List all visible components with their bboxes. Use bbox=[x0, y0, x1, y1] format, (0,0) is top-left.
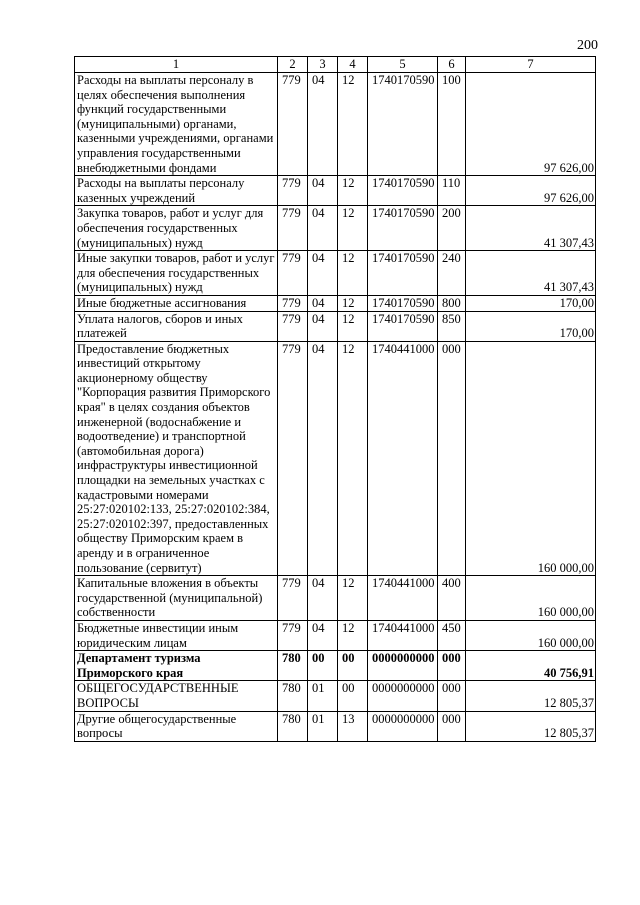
row-code-section: 04 bbox=[308, 206, 338, 251]
row-code-section: 04 bbox=[308, 251, 338, 296]
row-amount: 12 805,37 bbox=[466, 681, 596, 711]
row-amount: 12 805,37 bbox=[466, 711, 596, 741]
row-code-admin: 779 bbox=[278, 295, 308, 311]
row-code-admin: 779 bbox=[278, 341, 308, 576]
table-row bbox=[75, 176, 596, 206]
row-code-target: 0000000000 bbox=[368, 651, 438, 681]
row-code-admin: 780 bbox=[278, 711, 308, 741]
header-cell-7: 7 bbox=[466, 57, 596, 73]
row-code-expense-type: 110 bbox=[438, 176, 466, 206]
row-code-expense-type: 200 bbox=[438, 206, 466, 251]
header-cell-3: 3 bbox=[308, 57, 338, 73]
row-code-subsection: 13 bbox=[338, 711, 368, 741]
row-code-target: 1740170590 bbox=[368, 295, 438, 311]
row-code-target: 1740441000 bbox=[368, 341, 438, 576]
budget-table bbox=[74, 56, 596, 742]
header-cell-5: 5 bbox=[368, 57, 438, 73]
row-amount: 97 626,00 bbox=[466, 73, 596, 176]
header-cell-1: 1 bbox=[75, 57, 278, 73]
row-code-subsection: 12 bbox=[338, 341, 368, 576]
row-code-section: 04 bbox=[308, 620, 338, 650]
row-code-expense-type: 400 bbox=[438, 576, 466, 621]
row-code-admin: 779 bbox=[278, 311, 308, 341]
row-amount: 170,00 bbox=[466, 311, 596, 341]
row-code-subsection: 12 bbox=[338, 311, 368, 341]
row-code-admin: 779 bbox=[278, 576, 308, 621]
page-number: 200 bbox=[577, 38, 598, 53]
table-row bbox=[75, 295, 596, 311]
row-code-subsection: 12 bbox=[338, 576, 368, 621]
row-code-expense-type: 100 bbox=[438, 73, 466, 176]
row-name: Капитальные вложения в объекты государственной (муниципальной) собственности bbox=[75, 576, 278, 621]
row-code-expense-type: 240 bbox=[438, 251, 466, 296]
row-name: Уплата налогов, сборов и иных платежей bbox=[75, 311, 278, 341]
row-name: Предоставление бюджетных инвестиций открытому акционерному обществу "Корпорация развития Приморского края" в целях создания объектов инженерной (водоснабжение и водоотведение) и транспортной (автомобильная дорога) инфраструктуры инвестиционной площадки на земельных участках с кадастровыми номерами 25:27:020102:133, 25:27:020102:384, 25:27:020102:397, предоставленных обществу Приморским краем в аренду и в ограниченное пользование (сервитут) bbox=[75, 341, 278, 576]
row-name: Иные бюджетные ассигнования bbox=[75, 295, 278, 311]
row-code-section: 01 bbox=[308, 711, 338, 741]
row-code-section: 04 bbox=[308, 176, 338, 206]
row-code-target: 1740441000 bbox=[368, 576, 438, 621]
table-row bbox=[75, 341, 596, 576]
row-code-subsection: 12 bbox=[338, 206, 368, 251]
row-code-subsection: 12 bbox=[338, 176, 368, 206]
row-amount: 170,00 bbox=[466, 295, 596, 311]
row-name: Расходы на выплаты персоналу в целях обеспечения выполнения функций государственными (муниципальными) органами, казенными учреждениями, органами управления государственными внебюджетными фондами bbox=[75, 73, 278, 176]
row-code-section: 04 bbox=[308, 295, 338, 311]
header-cell-6: 6 bbox=[438, 57, 466, 73]
row-amount: 160 000,00 bbox=[466, 341, 596, 576]
row-code-admin: 779 bbox=[278, 251, 308, 296]
row-amount: 41 307,43 bbox=[466, 206, 596, 251]
row-name: Бюджетные инвестиции иным юридическим лицам bbox=[75, 620, 278, 650]
header-cell-4: 4 bbox=[338, 57, 368, 73]
row-code-target: 1740170590 bbox=[368, 311, 438, 341]
row-code-section: 04 bbox=[308, 576, 338, 621]
row-code-section: 04 bbox=[308, 73, 338, 176]
row-amount: 40 756,91 bbox=[466, 651, 596, 681]
row-code-expense-type: 000 bbox=[438, 681, 466, 711]
row-code-expense-type: 000 bbox=[438, 651, 466, 681]
table-row bbox=[75, 251, 596, 296]
row-code-subsection: 00 bbox=[338, 651, 368, 681]
row-name: Расходы на выплаты персоналу казенных учреждений bbox=[75, 176, 278, 206]
table-row bbox=[75, 651, 596, 681]
row-code-section: 04 bbox=[308, 311, 338, 341]
row-code-target: 1740170590 bbox=[368, 206, 438, 251]
table-row bbox=[75, 681, 596, 711]
row-name: Департамент туризма Приморского края bbox=[75, 651, 278, 681]
row-code-expense-type: 000 bbox=[438, 341, 466, 576]
row-name: Другие общегосударственные вопросы bbox=[75, 711, 278, 741]
row-code-subsection: 12 bbox=[338, 295, 368, 311]
table-row bbox=[75, 73, 596, 176]
table-row bbox=[75, 206, 596, 251]
row-code-admin: 779 bbox=[278, 73, 308, 176]
row-amount: 97 626,00 bbox=[466, 176, 596, 206]
row-name: Иные закупки товаров, работ и услуг для обеспечения государственных (муниципальных) нужд bbox=[75, 251, 278, 296]
table-header-row bbox=[75, 57, 596, 73]
row-amount: 41 307,43 bbox=[466, 251, 596, 296]
row-code-admin: 780 bbox=[278, 651, 308, 681]
row-code-expense-type: 850 bbox=[438, 311, 466, 341]
table-row bbox=[75, 311, 596, 341]
row-code-subsection: 00 bbox=[338, 681, 368, 711]
row-code-admin: 779 bbox=[278, 206, 308, 251]
row-code-subsection: 12 bbox=[338, 73, 368, 176]
row-code-section: 04 bbox=[308, 341, 338, 576]
row-code-expense-type: 800 bbox=[438, 295, 466, 311]
row-code-section: 00 bbox=[308, 651, 338, 681]
row-name: ОБЩЕГОСУДАРСТВЕННЫЕ ВОПРОСЫ bbox=[75, 681, 278, 711]
table-row bbox=[75, 620, 596, 650]
row-amount: 160 000,00 bbox=[466, 620, 596, 650]
row-amount: 160 000,00 bbox=[466, 576, 596, 621]
row-code-section: 01 bbox=[308, 681, 338, 711]
row-code-admin: 780 bbox=[278, 681, 308, 711]
row-code-target: 0000000000 bbox=[368, 711, 438, 741]
row-code-expense-type: 450 bbox=[438, 620, 466, 650]
row-code-admin: 779 bbox=[278, 620, 308, 650]
row-code-target: 1740170590 bbox=[368, 73, 438, 176]
table-row bbox=[75, 711, 596, 741]
table-row bbox=[75, 576, 596, 621]
row-code-target: 1740170590 bbox=[368, 176, 438, 206]
row-code-subsection: 12 bbox=[338, 620, 368, 650]
row-code-expense-type: 000 bbox=[438, 711, 466, 741]
row-code-admin: 779 bbox=[278, 176, 308, 206]
row-code-target: 1740441000 bbox=[368, 620, 438, 650]
row-code-subsection: 12 bbox=[338, 251, 368, 296]
row-code-target: 1740170590 bbox=[368, 251, 438, 296]
row-name: Закупка товаров, работ и услуг для обеспечения государственных (муниципальных) нужд bbox=[75, 206, 278, 251]
row-code-target: 0000000000 bbox=[368, 681, 438, 711]
header-cell-2: 2 bbox=[278, 57, 308, 73]
